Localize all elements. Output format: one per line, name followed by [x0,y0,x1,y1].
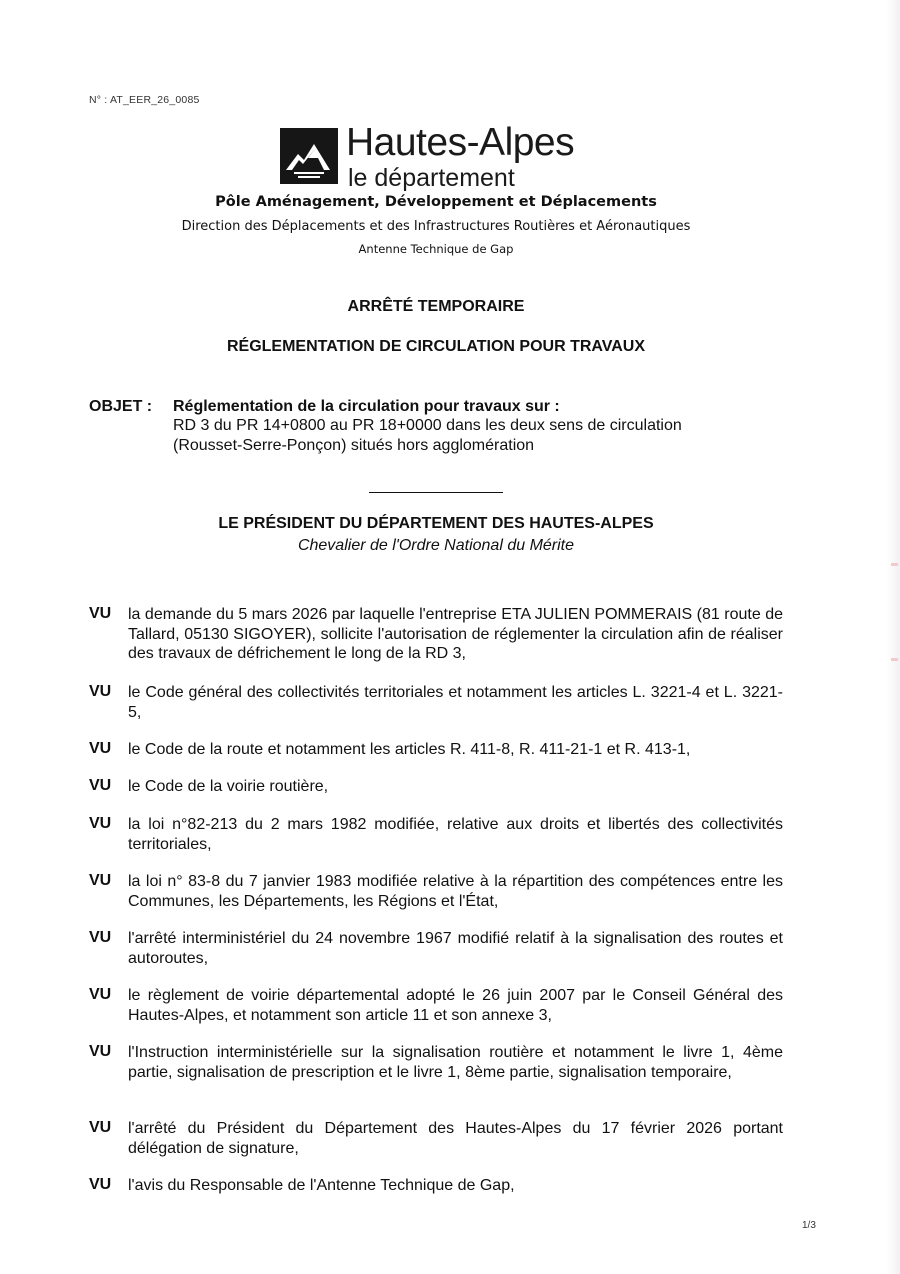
page-edge [886,0,900,1274]
vu-text: l'Instruction interministérielle sur la signalisation routière et notamment le livre 1, 4ème partie, signalisation de prescription et le livre 1, 8ème partie, signalisation temporaire, [128,1044,783,1081]
antenne-heading: Antenne Technique de Gap [358,242,514,256]
direction-heading: Direction des Déplacements et des Infrastructures Routières et Aéronautiques [181,219,691,234]
vu-text: l'arrêté interministériel du 24 novembre 1967 modifié relatif à la signalisation des routes et autoroutes, [128,930,783,967]
objet-line: RD 3 du PR 14+0800 au PR 18+0000 dans les deux sens de circulation [173,417,682,434]
vu-label: VU [89,1043,112,1060]
objet-label: OBJET : [89,398,153,415]
vu-label: VU [89,1176,112,1193]
vu-label: VU [89,740,112,757]
vu-label: VU [89,815,112,832]
edge-mark [891,563,898,566]
separator-line [369,492,503,493]
vu-text: le Code de la route et notamment les articles R. 411-8, R. 411-21-1 et R. 413-1, [128,741,691,758]
vu-text: l'arrêté du Président du Département des Hautes-Alpes du 17 février 2026 portant délégation de signature, [128,1120,783,1157]
objet-heading: Réglementation de la circulation pour travaux sur : [173,398,560,415]
vu-text: la demande du 5 mars 2026 par laquelle l'entreprise ETA JULIEN POMMERAIS (81 route de Tallard, 05130 SIGOYER), sollicite l'autorisation de réglementer la circulation afin de réaliser des travaux de défrichement le long de la RD 3, [128,606,783,663]
vu-text: le Code général des collectivités territoriales et notamment les articles L. 3221-4 et L. 3221-5, [128,684,783,721]
reference-number: N° : AT_EER_26_0085 [89,94,200,106]
vu-label: VU [89,777,112,794]
vu-text: le règlement de voirie départemental adopté le 26 juin 2007 par le Conseil Général des Hautes-Alpes, et notamment son article 11 et son annexe 3, [128,987,783,1024]
document-subtitle: RÉGLEMENTATION DE CIRCULATION POUR TRAVAUX [226,338,646,355]
authority-title: LE PRÉSIDENT DU DÉPARTEMENT DES HAUTES-ALPES [218,515,654,532]
objet-line: (Rousset-Serre-Ponçon) situés hors agglomération [173,437,535,454]
vu-label: VU [89,683,112,700]
document-title: ARRÊTÉ TEMPORAIRE [347,298,525,315]
authority-distinction: Chevalier de l'Ordre National du Mérite [297,537,575,554]
vu-label: VU [89,605,112,622]
vu-text: l'avis du Responsable de l'Antenne Technique de Gap, [128,1177,515,1194]
vu-label: VU [89,986,112,1003]
logo-subtitle: le département [348,164,515,192]
vu-label: VU [89,872,112,889]
page-number: 1/3 [802,1220,816,1231]
vu-label: VU [89,929,112,946]
vu-label: VU [89,1119,112,1136]
mountain-logo-icon [280,128,338,184]
department-logo [280,121,620,192]
edge-mark [891,658,898,661]
vu-text: la loi n°82-213 du 2 mars 1982 modifiée, relative aux droits et libertés des collectivités territoriales, [128,816,783,853]
logo-title: Hautes-Alpes [346,121,575,164]
pole-heading: Pôle Aménagement, Développement et Déplacements [215,194,657,210]
vu-text: le Code de la voirie routière, [128,778,329,795]
vu-text: la loi n° 83-8 du 7 janvier 1983 modifiée relative à la répartition des compétences entre les Communes, les Départements, les Régions et l'État, [128,873,783,910]
